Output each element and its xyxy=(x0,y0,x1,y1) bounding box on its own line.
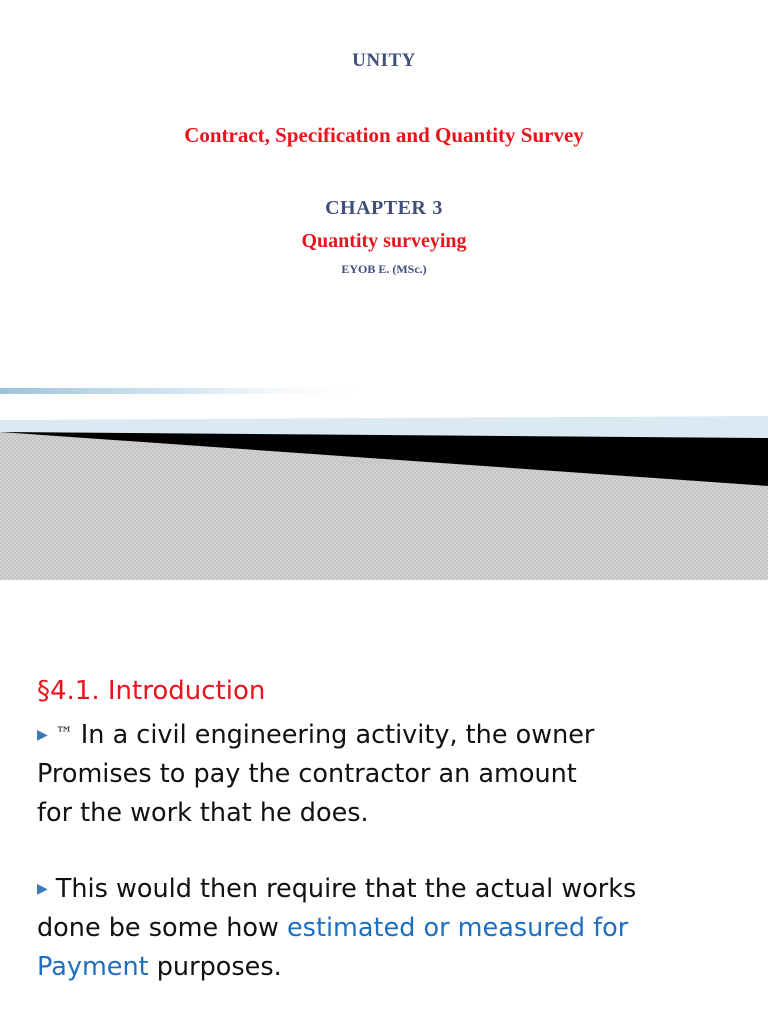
paragraph-2-highlight-text: estimated or measured for xyxy=(286,913,629,943)
paragraph-2-highlight-payment: Payment xyxy=(37,952,149,982)
chapter-heading xyxy=(0,197,768,220)
paragraph-1-line-3: for the work that he does. xyxy=(37,798,369,828)
decorative-banner xyxy=(0,388,768,580)
author-name: EYOB E. (MSc.) xyxy=(341,262,427,276)
course-title: Contract, Specification and Quantity Survey xyxy=(184,123,584,147)
chapter-number: 3 xyxy=(432,197,443,219)
paragraph-1-line-2: Promises to pay the contractor an amount xyxy=(37,759,577,789)
banner-top-line xyxy=(0,388,380,394)
bullet-paragraph-2 xyxy=(37,870,757,987)
paragraph-2-line-2 xyxy=(37,909,757,948)
paragraph-2-text-1: This would then require that the actual works xyxy=(55,874,637,904)
bullet-paragraph-1 xyxy=(37,715,757,833)
content-slide xyxy=(0,590,768,1024)
paragraph-2-line-3 xyxy=(37,948,757,987)
paragraph-1-line-1 xyxy=(37,715,757,755)
chapter-label: CHAPTER xyxy=(325,197,427,219)
section-heading: §4.1. Introduction xyxy=(37,676,266,706)
organization-name: UNITY xyxy=(352,50,416,71)
paragraph-2-purposes-text: purposes. xyxy=(148,952,282,982)
triangle-bullet-icon: ▶ xyxy=(37,881,48,897)
trademark-symbol: ™ xyxy=(55,724,73,744)
paragraph-2-line-1 xyxy=(37,870,757,909)
chapter-topic: Quantity surveying xyxy=(301,230,467,252)
paragraph-1-text-1: In a civil engineering activity, the owner xyxy=(80,720,595,750)
triangle-bullet-icon: ▶ xyxy=(37,727,48,743)
paragraph-2-plain-text: done be some how xyxy=(37,913,287,943)
